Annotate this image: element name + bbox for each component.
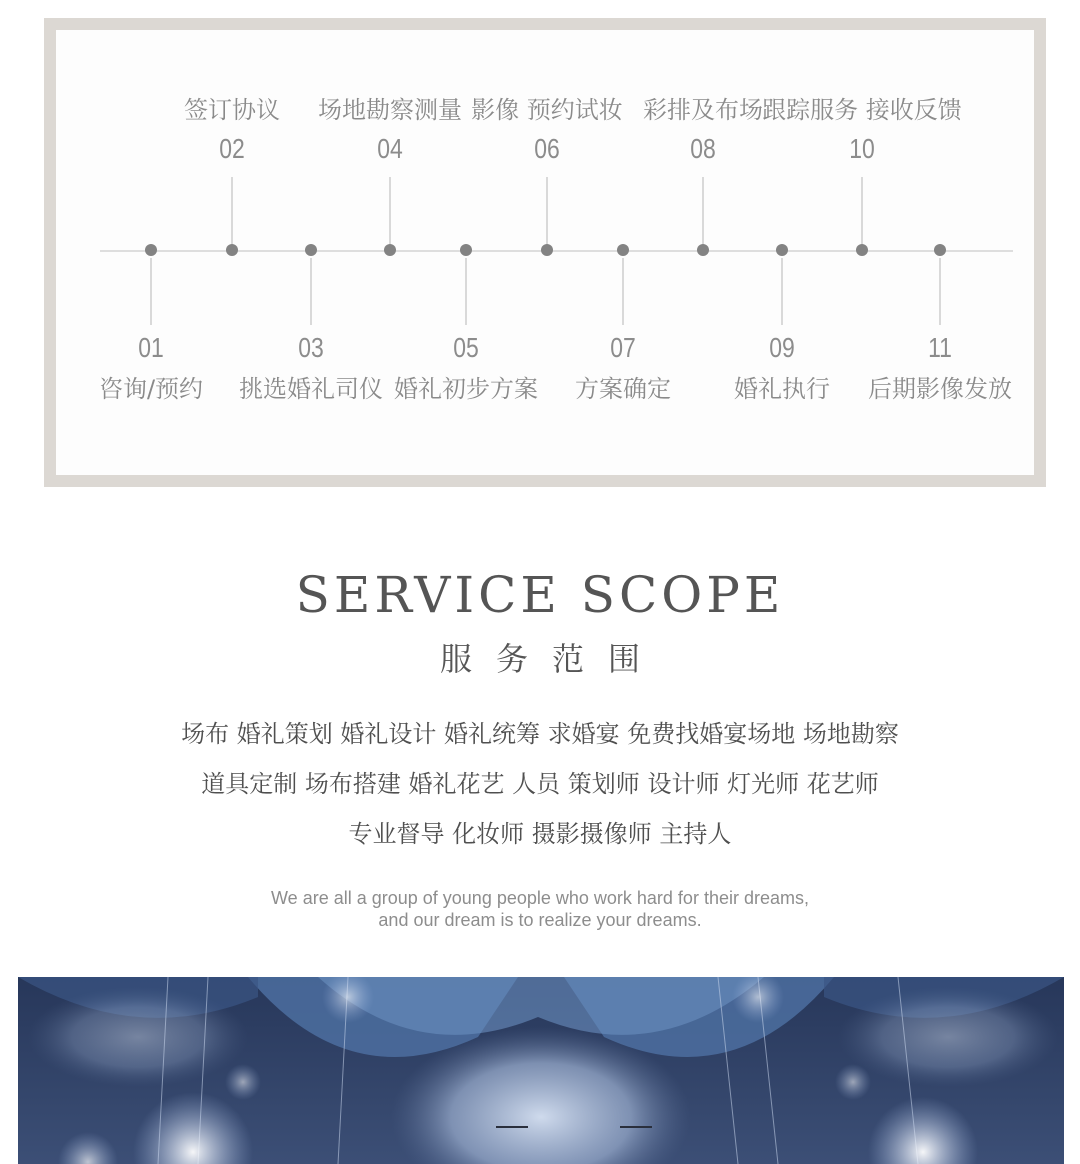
step-number: 01 — [138, 332, 164, 363]
step-dot — [305, 244, 317, 256]
step-label: 方案确定 — [575, 375, 671, 403]
step-number: 07 — [610, 332, 636, 363]
service-list-line: 场布 婚礼策划 婚礼设计 婚礼统筹 求婚宴 免费找婚宴场地 场地勘察 — [181, 720, 899, 748]
tagline-line: and our dream is to realize your dreams. — [378, 910, 702, 930]
section-subtitle: 服务范围 — [439, 640, 664, 678]
step-connector — [150, 258, 152, 325]
step-connector — [231, 177, 233, 244]
step-number: 11 — [928, 332, 952, 363]
step-connector — [465, 258, 467, 325]
step-connector — [702, 177, 704, 244]
step-connector — [861, 177, 863, 244]
step-label: 跟踪服务 接收反馈 — [762, 96, 962, 124]
step-label: 挑选婚礼司仪 — [239, 375, 383, 403]
step-connector — [389, 177, 391, 244]
step-dot — [145, 244, 157, 256]
step-label: 影像 预约试妆 — [471, 96, 623, 124]
step-label: 咨询/预约 — [98, 375, 204, 403]
step-label: 场地勘察测量 — [318, 96, 462, 124]
step-connector — [622, 258, 624, 325]
step-label: 婚礼初步方案 — [394, 375, 538, 403]
section-title: SERVICE SCOPE — [295, 566, 785, 624]
step-number: 05 — [453, 332, 479, 363]
step-connector — [546, 177, 548, 244]
step-number: 06 — [534, 133, 560, 164]
timeline-frame — [44, 18, 1046, 487]
step-dot — [934, 244, 946, 256]
step-dot — [856, 244, 868, 256]
step-number: 08 — [690, 133, 716, 164]
step-dot — [226, 244, 238, 256]
wedding-stage-photo — [18, 977, 1064, 1164]
step-dot — [541, 244, 553, 256]
step-dot — [617, 244, 629, 256]
step-connector — [310, 258, 312, 325]
step-number: 09 — [769, 332, 795, 363]
step-label: 彩排及布场 — [643, 96, 763, 124]
step-dot — [776, 244, 788, 256]
step-number: 02 — [219, 133, 245, 164]
step-connector — [939, 258, 941, 325]
step-number: 04 — [377, 133, 403, 164]
service-list-line: 道具定制 场布搭建 婚礼花艺 人员 策划师 设计师 灯光师 花艺师 — [201, 770, 879, 798]
step-number: 10 — [849, 133, 875, 164]
step-label: 婚礼执行 — [734, 375, 830, 403]
timeline-panel — [56, 30, 1034, 475]
step-dot — [384, 244, 396, 256]
service-list-line: 专业督导 化妆师 摄影摄像师 主持人 — [348, 820, 732, 848]
step-label: 后期影像发放 — [868, 375, 1012, 403]
step-label: 签订协议 — [184, 96, 280, 124]
step-dot — [697, 244, 709, 256]
step-number: 03 — [298, 332, 324, 363]
step-connector — [781, 258, 783, 325]
step-dot — [460, 244, 472, 256]
tagline-line: We are all a group of young people who work hard for their dreams, — [271, 888, 809, 908]
